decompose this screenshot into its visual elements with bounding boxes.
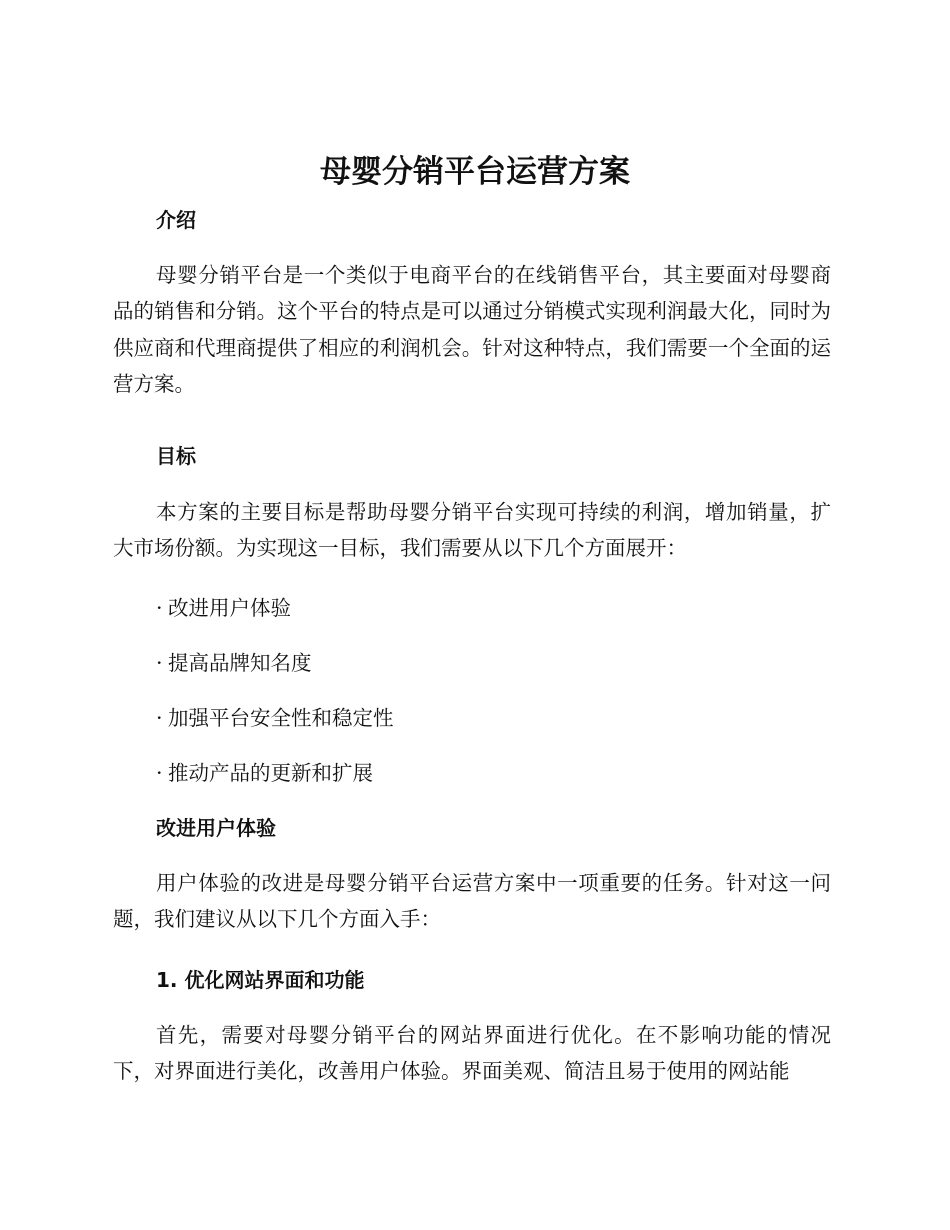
bullet-dot-icon: · (156, 761, 163, 785)
bullet-dot-icon: · (156, 706, 163, 730)
goals-bullet-text: 推动产品的更新和扩展 (168, 761, 373, 785)
goals-bullet-item (156, 759, 373, 787)
goals-bullet-item (156, 594, 291, 622)
optimize-site-paragraph: 首先，需要对母婴分销平台的网站界面进行优化。在不影响功能的情况下，对界面进行美化，改善用户体验。界面美观、简洁且易于使用的网站能 (113, 1023, 831, 1084)
goals-bullet-text: 加强平台安全性和稳定性 (168, 706, 394, 730)
goals-bullet-item (156, 704, 394, 732)
document-title: 母婴分销平台运营方案 (320, 154, 630, 190)
goals-paragraph: 本方案的主要目标是帮助母婴分销平台实现可持续的利润，增加销量，扩大市场份额。为实现这一目标，我们需要从以下几个方面展开： (113, 500, 831, 561)
bullet-dot-icon: · (156, 596, 163, 620)
bullet-dot-icon: · (156, 651, 163, 675)
ux-paragraph: 用户体验的改进是母婴分销平台运营方案中一项重要的任务。针对这一问题，我们建议从以下几个方面入手： (113, 871, 831, 932)
section-heading-ux: 改进用户体验 (156, 816, 276, 840)
subsection-heading-optimize-site: 1. 优化网站界面和功能 (156, 968, 365, 992)
intro-paragraph: 母婴分销平台是一个类似于电商平台的在线销售平台，其主要面对母婴商品的销售和分销。这个平台的特点是可以通过分销模式实现利润最大化，同时为供应商和代理商提供了相应的利润机会。针对这种特点，我们需要一个全面的运营方案。 (113, 263, 831, 396)
section-heading-goals: 目标 (156, 444, 196, 468)
section-heading-intro: 介绍 (156, 208, 196, 232)
goals-bullet-item (156, 649, 312, 677)
goals-bullet-text: 提高品牌知名度 (168, 651, 312, 675)
goals-bullet-text: 改进用户体验 (168, 596, 291, 620)
